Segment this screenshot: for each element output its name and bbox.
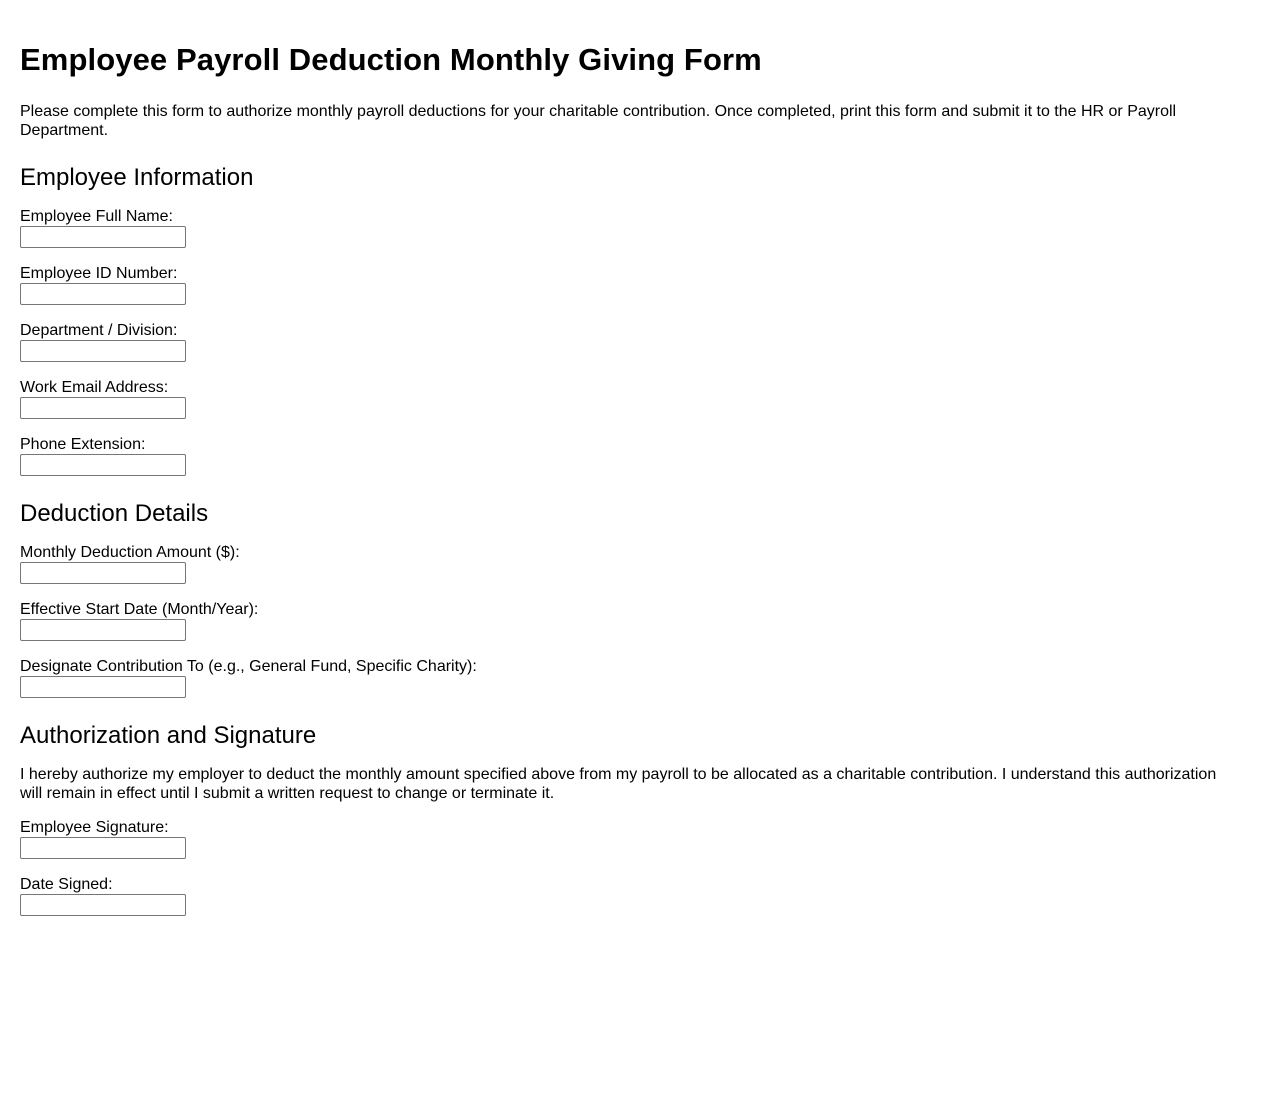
start-date-input[interactable] <box>20 619 186 641</box>
authorization-statement: I hereby authorize my employer to deduct the monthly amount specified above from my payroll to be allocated as a charitable contribution. I understand this authorization will remain in effect until I submit a written request to change or terminate it. <box>20 766 1217 802</box>
signature-field-group <box>20 818 1242 859</box>
deduction-amount-label: Monthly Deduction Amount ($): <box>20 544 240 561</box>
deduction-amount-input[interactable] <box>20 562 186 584</box>
deduction-details-fields <box>20 543 1242 698</box>
phone-extension-input[interactable] <box>20 454 186 476</box>
section-heading-authorization: Authorization and Signature <box>20 722 317 749</box>
signature-input[interactable] <box>20 837 186 859</box>
full-name-field-group <box>20 207 1242 248</box>
section-heading-deduction-details: Deduction Details <box>20 500 209 527</box>
page-title: Employee Payroll Deduction Monthly Giving Form <box>20 42 762 77</box>
work-email-field-group <box>20 378 1242 419</box>
employee-id-input[interactable] <box>20 283 186 305</box>
work-email-input[interactable] <box>20 397 186 419</box>
start-date-label: Effective Start Date (Month/Year): <box>20 601 259 618</box>
phone-extension-field-group <box>20 435 1242 476</box>
work-email-label: Work Email Address: <box>20 379 169 396</box>
full-name-label: Employee Full Name: <box>20 208 173 225</box>
employee-id-label: Employee ID Number: <box>20 265 178 282</box>
form-intro: Please complete this form to authorize monthly payroll deductions for your charitable contribution. Once completed, print this form and submit it to the HR or Payroll Department. <box>20 103 1177 139</box>
date-signed-input[interactable] <box>20 894 186 916</box>
signature-label: Employee Signature: <box>20 819 169 836</box>
phone-extension-label: Phone Extension: <box>20 436 146 453</box>
start-date-field-group <box>20 600 1242 641</box>
date-signed-field-group <box>20 875 1242 916</box>
designation-label: Designate Contribution To (e.g., General Fund, Specific Charity): <box>20 658 477 675</box>
designation-input[interactable] <box>20 676 186 698</box>
full-name-input[interactable] <box>20 226 186 248</box>
department-field-group <box>20 321 1242 362</box>
department-label: Department / Division: <box>20 322 178 339</box>
deduction-amount-field-group <box>20 543 1242 584</box>
authorization-fields <box>20 818 1242 916</box>
department-input[interactable] <box>20 340 186 362</box>
employee-information-fields <box>20 207 1242 476</box>
date-signed-label: Date Signed: <box>20 876 113 893</box>
designation-field-group <box>20 657 1242 698</box>
section-heading-employee-information: Employee Information <box>20 164 254 191</box>
employee-id-field-group <box>20 264 1242 305</box>
